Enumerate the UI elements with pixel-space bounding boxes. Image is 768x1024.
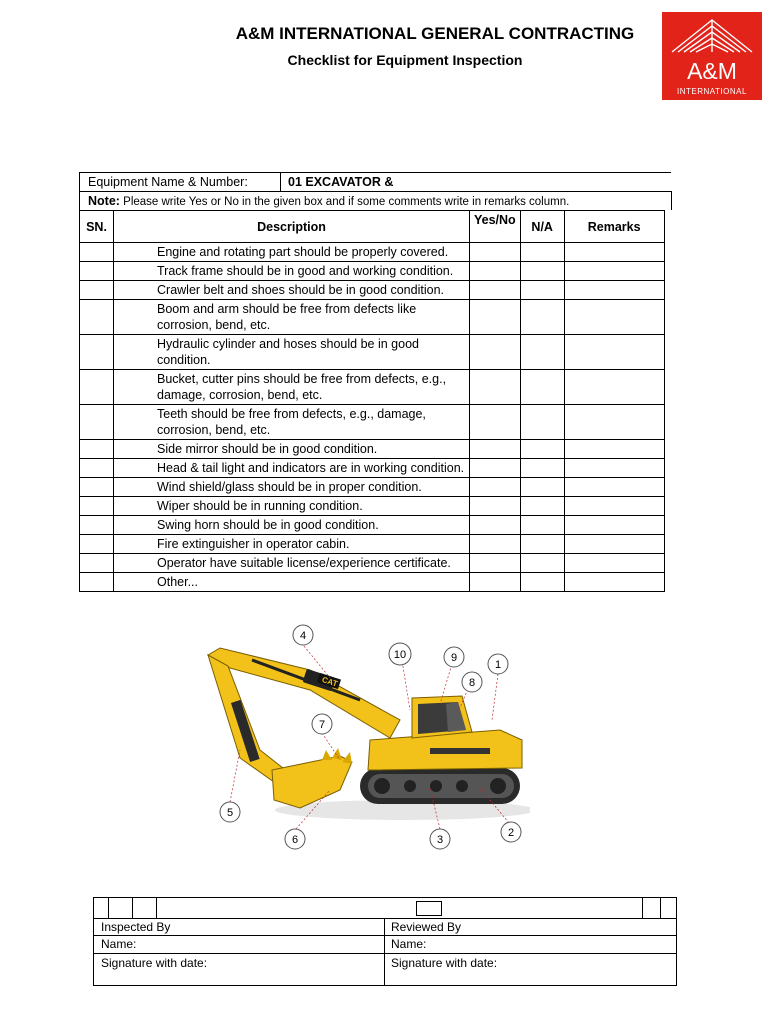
na-cell[interactable] — [520, 497, 564, 516]
callout-6: 6 — [291, 834, 299, 846]
description-cell: Operator have suitable license/experience certificate. — [114, 554, 470, 573]
table-header — [80, 211, 665, 243]
description-cell: Teeth should be free from defects, e.g., damage, corrosion, bend, etc. — [114, 405, 470, 440]
callout-7: 7 — [318, 719, 326, 731]
remarks-cell[interactable] — [564, 243, 664, 262]
callout-1: 1 — [494, 659, 502, 671]
description-cell: Track frame should be in good and working condition. — [114, 262, 470, 281]
remarks-cell[interactable] — [564, 535, 664, 554]
na-cell[interactable] — [520, 300, 564, 335]
checkbox[interactable] — [416, 901, 442, 916]
description-cell: Wind shield/glass should be in proper condition. — [114, 478, 470, 497]
description-cell: Wiper should be in running condition. — [114, 497, 470, 516]
remarks-cell[interactable] — [564, 300, 664, 335]
table-row — [80, 516, 665, 535]
callout-2: 2 — [507, 827, 515, 839]
sn-cell — [80, 535, 114, 554]
table-row — [80, 459, 665, 478]
na-cell[interactable] — [520, 554, 564, 573]
na-cell[interactable] — [520, 370, 564, 405]
yes-no-cell[interactable] — [470, 554, 521, 573]
equipment-value[interactable]: 01 EXCAVATOR & — [288, 175, 394, 189]
building-icon — [662, 12, 762, 58]
description-cell: Swing horn should be in good condition. — [114, 516, 470, 535]
remarks-cell[interactable] — [564, 335, 664, 370]
sn-cell — [80, 300, 114, 335]
note-text: Please write Yes or No in the given box and if some comments write in remarks column. — [119, 196, 570, 208]
table-row — [80, 262, 665, 281]
remarks-cell[interactable] — [564, 478, 664, 497]
na-cell[interactable] — [520, 516, 564, 535]
sn-cell — [80, 405, 114, 440]
inspected-by-label: Inspected By — [101, 920, 171, 934]
yes-no-cell[interactable] — [470, 478, 521, 497]
yes-no-cell[interactable] — [470, 459, 521, 478]
equipment-row — [79, 172, 671, 192]
note-row — [79, 191, 672, 210]
document-subtitle: Checklist for Equipment Inspection — [287, 52, 523, 68]
table-row — [80, 281, 665, 300]
description-cell: Side mirror should be in good condition. — [114, 440, 470, 459]
col-sn: SN. — [80, 211, 114, 243]
table-row — [80, 335, 665, 370]
yes-no-cell[interactable] — [470, 300, 521, 335]
remarks-cell[interactable] — [564, 554, 664, 573]
sn-cell — [80, 243, 114, 262]
remarks-cell[interactable] — [564, 459, 664, 478]
signoff-table — [93, 897, 677, 986]
na-cell[interactable] — [520, 535, 564, 554]
sn-cell — [80, 335, 114, 370]
sn-cell — [80, 440, 114, 459]
inspector-name-field[interactable]: Name: — [101, 937, 137, 951]
description-cell: Engine and rotating part should be properly covered. — [114, 243, 470, 262]
table-row — [80, 573, 665, 592]
reviewed-by-label: Reviewed By — [391, 920, 462, 934]
remarks-cell[interactable] — [564, 370, 664, 405]
table-row — [80, 535, 665, 554]
table-row — [80, 554, 665, 573]
table-row — [80, 478, 665, 497]
remarks-cell[interactable] — [564, 281, 664, 300]
yes-no-cell[interactable] — [470, 405, 521, 440]
remarks-cell[interactable] — [564, 497, 664, 516]
col-na: N/A — [520, 211, 564, 243]
sn-cell — [80, 573, 114, 592]
remarks-cell[interactable] — [564, 516, 664, 535]
callout-5: 5 — [226, 807, 234, 819]
col-yes-no: Yes/No — [470, 211, 521, 243]
description-cell: Bucket, cutter pins should be free from defects, e.g., damage, corrosion, bend, etc. — [114, 370, 470, 405]
sn-cell — [80, 497, 114, 516]
yes-no-cell[interactable] — [470, 281, 521, 300]
na-cell[interactable] — [520, 440, 564, 459]
sn-cell — [80, 459, 114, 478]
callout-10: 10 — [393, 649, 407, 661]
table-row — [80, 370, 665, 405]
reviewer-name-field[interactable]: Name: — [391, 937, 427, 951]
remarks-cell[interactable] — [564, 440, 664, 459]
col-description: Description — [114, 211, 470, 243]
na-cell[interactable] — [520, 243, 564, 262]
reviewer-signature-field[interactable]: Signature with date: — [391, 956, 498, 970]
yes-no-cell[interactable] — [470, 440, 521, 459]
na-cell[interactable] — [520, 405, 564, 440]
description-cell: Fire extinguisher in operator cabin. — [114, 535, 470, 554]
note-label: Note: — [88, 194, 120, 208]
yes-no-cell[interactable] — [470, 262, 521, 281]
yes-no-cell[interactable] — [470, 497, 521, 516]
sn-cell — [80, 478, 114, 497]
table-row — [80, 405, 665, 440]
checklist-table — [79, 210, 665, 592]
table-row — [80, 243, 665, 262]
description-cell: Crawler belt and shoes should be in good condition. — [114, 281, 470, 300]
table-row — [80, 300, 665, 335]
na-cell[interactable] — [520, 573, 564, 592]
description-cell: Hydraulic cylinder and hoses should be in good condition. — [114, 335, 470, 370]
na-cell[interactable] — [520, 459, 564, 478]
excavator-diagram — [200, 620, 530, 855]
sn-cell — [80, 554, 114, 573]
equipment-label: Equipment Name & Number: — [88, 175, 248, 189]
remarks-cell[interactable] — [564, 573, 664, 592]
logo-text: A&M — [687, 58, 737, 84]
callout-3: 3 — [436, 834, 444, 846]
inspector-signature-field[interactable]: Signature with date: — [101, 956, 208, 970]
table-row — [80, 440, 665, 459]
yes-no-cell[interactable] — [470, 535, 521, 554]
remarks-cell[interactable] — [564, 405, 664, 440]
description-cell: Other... — [114, 573, 470, 592]
yes-no-cell[interactable] — [470, 335, 521, 370]
company-title: A&M INTERNATIONAL GENERAL CONTRACTING — [235, 24, 635, 43]
description-cell: Boom and arm should be free from defects like corrosion, bend, etc. — [114, 300, 470, 335]
brand-mark: CAT — [320, 675, 339, 689]
col-remarks: Remarks — [564, 211, 664, 243]
company-logo — [662, 12, 762, 100]
remarks-cell[interactable] — [564, 262, 664, 281]
yes-no-cell[interactable] — [470, 243, 521, 262]
table-row — [80, 497, 665, 516]
callout-8: 8 — [468, 677, 476, 689]
sn-cell — [80, 516, 114, 535]
sn-cell — [80, 281, 114, 300]
callout-4: 4 — [299, 630, 307, 642]
na-cell[interactable] — [520, 281, 564, 300]
na-cell[interactable] — [520, 262, 564, 281]
na-cell[interactable] — [520, 335, 564, 370]
description-cell: Head & tail light and indicators are in working condition. — [114, 459, 470, 478]
sn-cell — [80, 370, 114, 405]
logo-subtext: INTERNATIONAL — [677, 87, 747, 96]
yes-no-cell[interactable] — [470, 516, 521, 535]
callout-9: 9 — [450, 652, 458, 664]
sn-cell — [80, 262, 114, 281]
na-cell[interactable] — [520, 478, 564, 497]
yes-no-cell[interactable] — [470, 573, 521, 592]
yes-no-cell[interactable] — [470, 370, 521, 405]
